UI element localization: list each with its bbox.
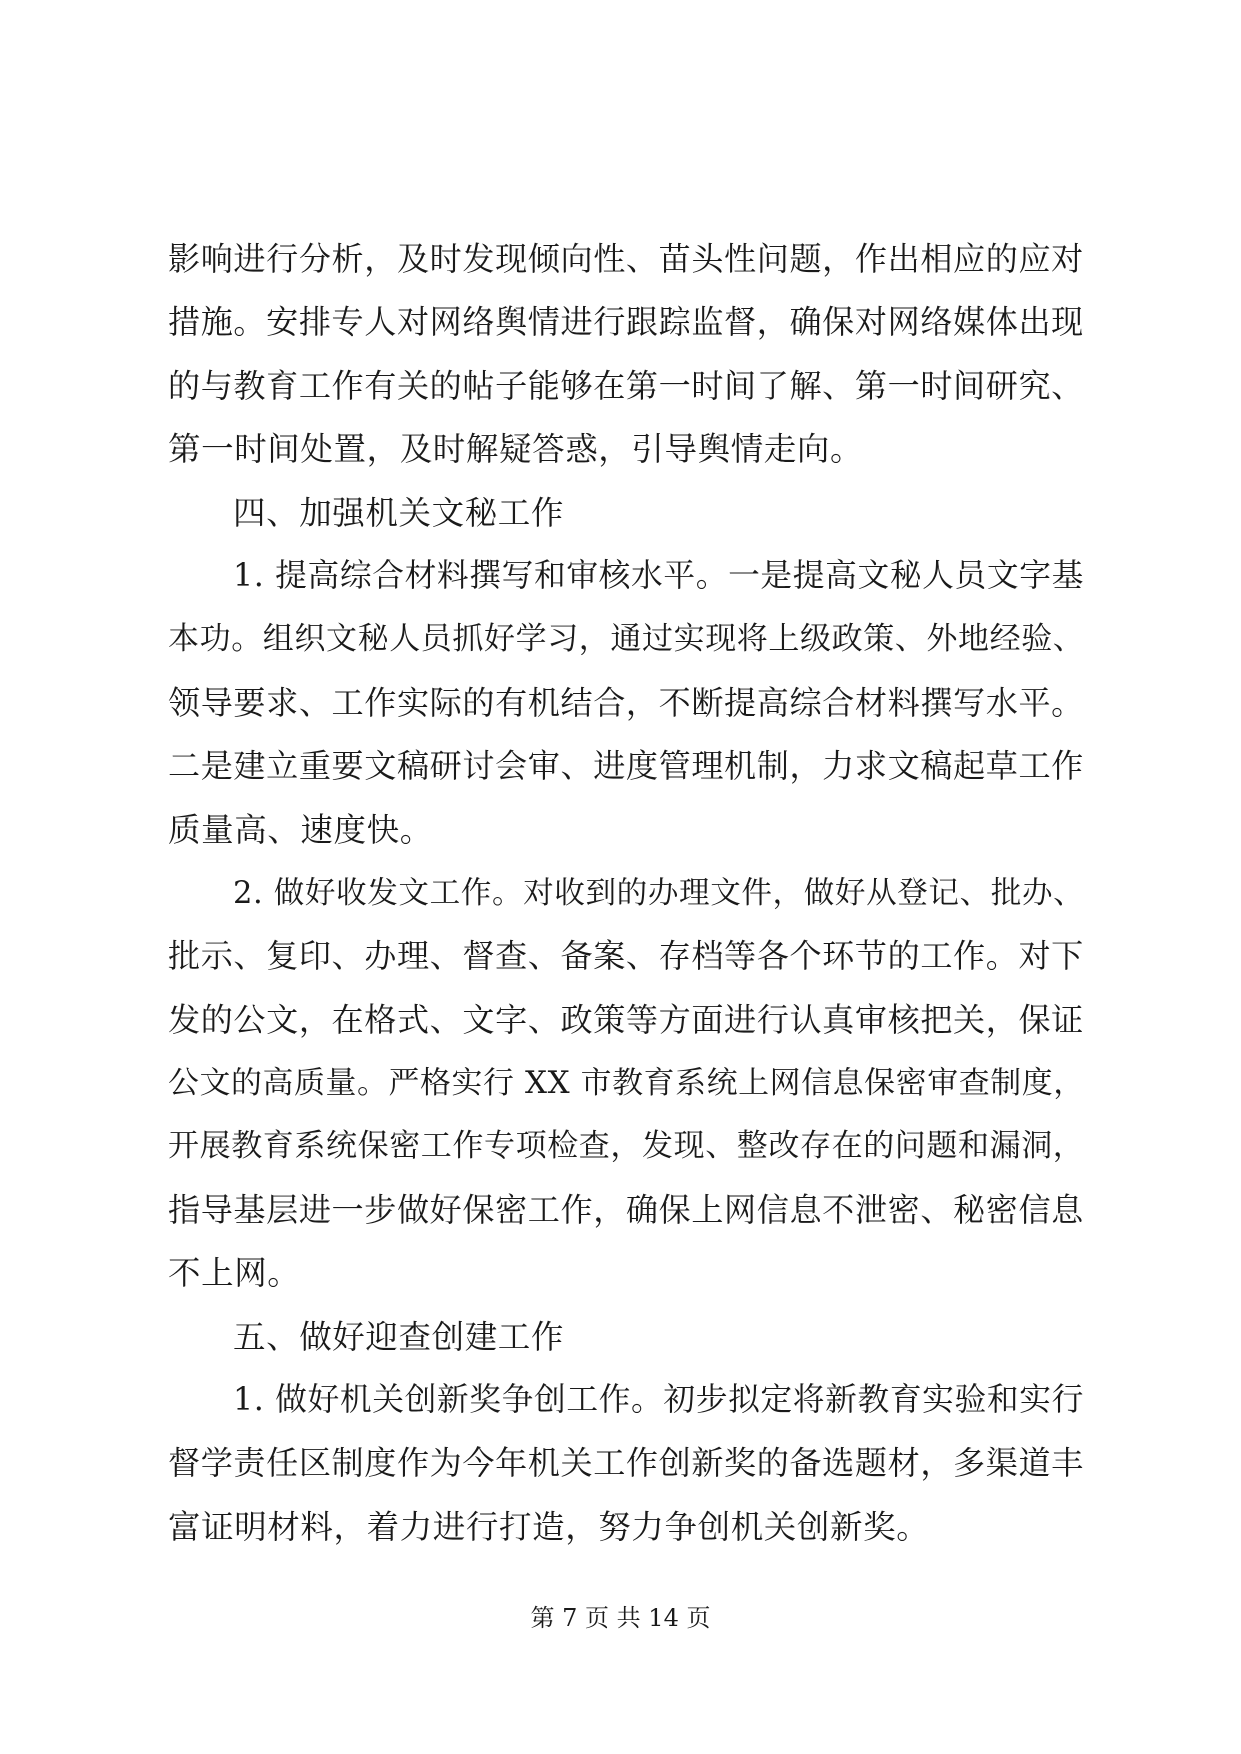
text-line: 1. 提高综合材料撰写和审核水平。一是提高文秘人员文字基 — [233, 557, 1084, 594]
text-line: 发的公文，在格式、文字、政策等方面进行认真审核把关，保证 — [168, 1000, 1084, 1039]
text-line: 富证明材料，着力进行打造，努力争创机关创新奖。 — [168, 1507, 930, 1546]
text-line: 督学责任区制度作为今年机关工作创新奖的备选题材，多渠道丰 — [168, 1444, 1084, 1483]
text-line: 1. 做好机关创新奖争创工作。初步拟定将新教育实验和实行 — [233, 1382, 1084, 1419]
document-body — [168, 228, 1084, 1559]
text-line: 指导基层进一步做好保密工作，确保上网信息不泄密、秘密信息 — [168, 1190, 1084, 1229]
text-line: 影响进行分析，及时发现倾向性、苗头性问题，作出相应的应对 — [168, 240, 1084, 278]
text-line: 批示、复印、办理、督查、备案、存档等各个环节的工作。对下 — [168, 937, 1084, 976]
text-line: 第一时间处置，及时解疑答惑，引导舆情走向。 — [168, 430, 864, 469]
text-line: 领导要求、工作实际的有机结合，不断提高综合材料撰写水平。 — [168, 683, 1084, 722]
text-line: 的与教育工作有关的帖子能够在第一时间了解、第一时间研究、 — [168, 366, 1084, 405]
text-line: 公文的高质量。严格实行 XX 市教育系统上网信息保密审查制度， — [168, 1065, 1085, 1102]
text-line: 2. 做好收发文工作。对收到的办理文件，做好从登记、批办、 — [233, 875, 1085, 911]
text-line: 不上网。 — [168, 1254, 301, 1293]
text-line: 四、加强机关文秘工作 — [233, 493, 565, 532]
text-line: 本功。组织文秘人员抓好学习，通过实现将上级政策、外地经验、 — [168, 621, 1085, 658]
text-line: 开展教育系统保密工作专项检查，发现、整改存在的问题和漏洞， — [168, 1128, 1085, 1165]
text-line: 质量高、速度快。 — [168, 810, 433, 849]
text-line: 措施。安排专人对网络舆情进行跟踪监督，确保对网络媒体出现 — [168, 303, 1084, 342]
text-line: 五、做好迎查创建工作 — [233, 1317, 565, 1356]
text-line: 二是建立重要文稿研讨会审、进度管理机制，力求文稿起草工作 — [168, 747, 1084, 786]
page-footer: 第 7 页 共 14 页 — [530, 1604, 711, 1632]
